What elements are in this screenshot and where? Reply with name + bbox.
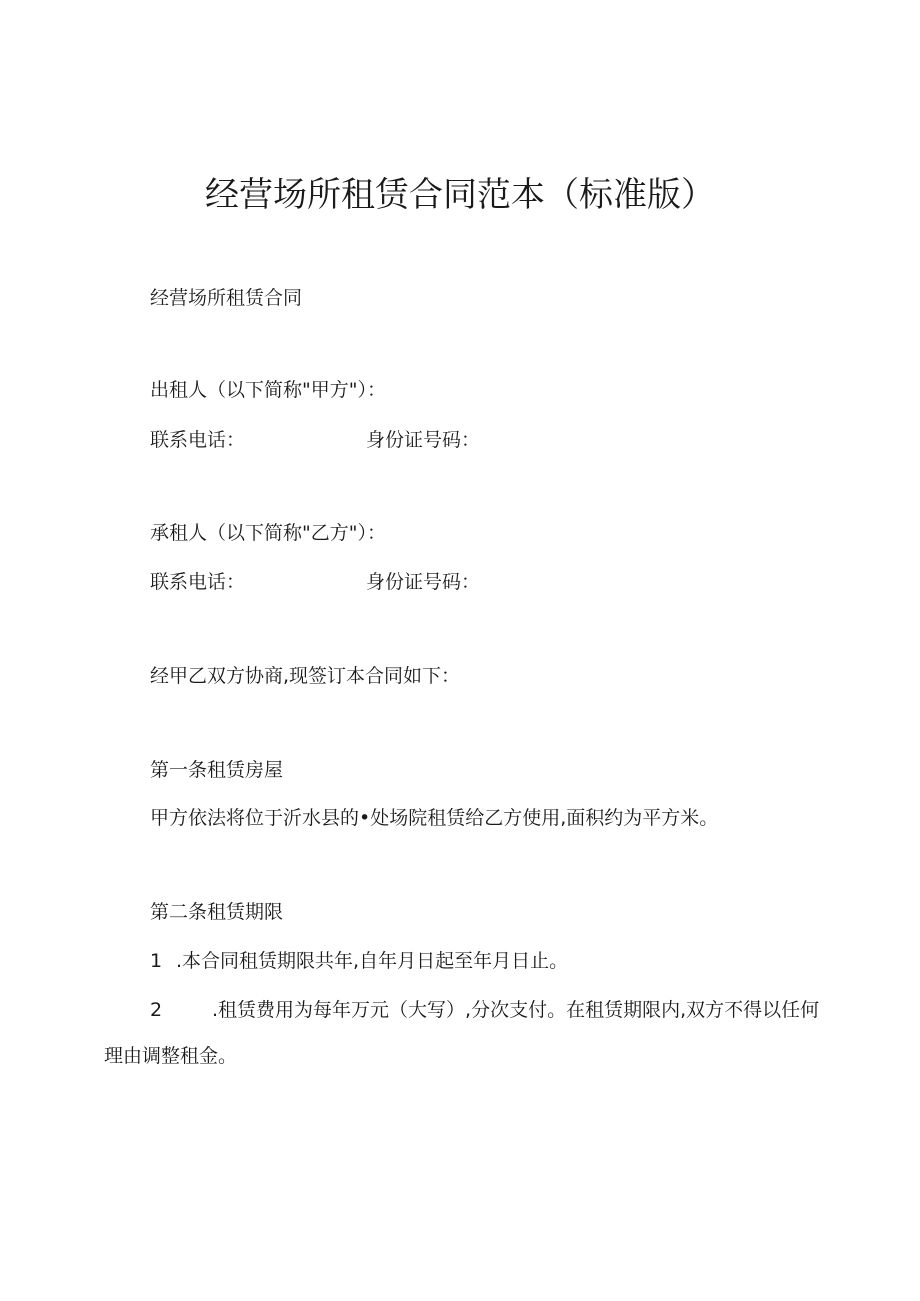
article1-heading: 第一条租赁房屋 [150,759,284,781]
lessee-id-label: 身份证号码： [366,571,481,593]
contract-subtitle: 经营场所租赁合同 [150,287,303,309]
lessee-phone-label: 联系电话： [150,571,246,593]
lessee-contact-line [150,568,481,596]
article2-item1 [150,947,568,975]
article2-item2-number: 2 [150,999,163,1021]
lessor-contact-line [150,426,481,454]
article2-item2 [104,987,820,1079]
article2-item2-text: .租赁费用为每年万元（大写）,分次支付。在租赁期限内,双方不得以任何理由调整租金。 [104,999,820,1067]
article2-item1-number: 1 [150,950,163,972]
intro-text: 经甲乙双方协商,现签订本合同如下： [150,665,461,687]
lessor-label: 出租人（以下简称"甲方"）： [150,379,386,401]
document-title: 经营场所租赁合同范本（标准版） [205,175,715,215]
article1-text: 甲方依法将位于沂水县的•处场院租赁给乙方使用,面积约为平方米。 [150,807,719,829]
lessee-label: 承租人（以下简称"乙方"）： [150,522,386,544]
lessor-phone-label: 联系电话： [150,429,246,451]
article2-item1-text: .本合同租赁期限共年,自年月日起至年月日止。 [176,950,569,972]
article2-heading: 第二条租赁期限 [150,901,284,923]
lessor-id-label: 身份证号码： [366,429,481,451]
